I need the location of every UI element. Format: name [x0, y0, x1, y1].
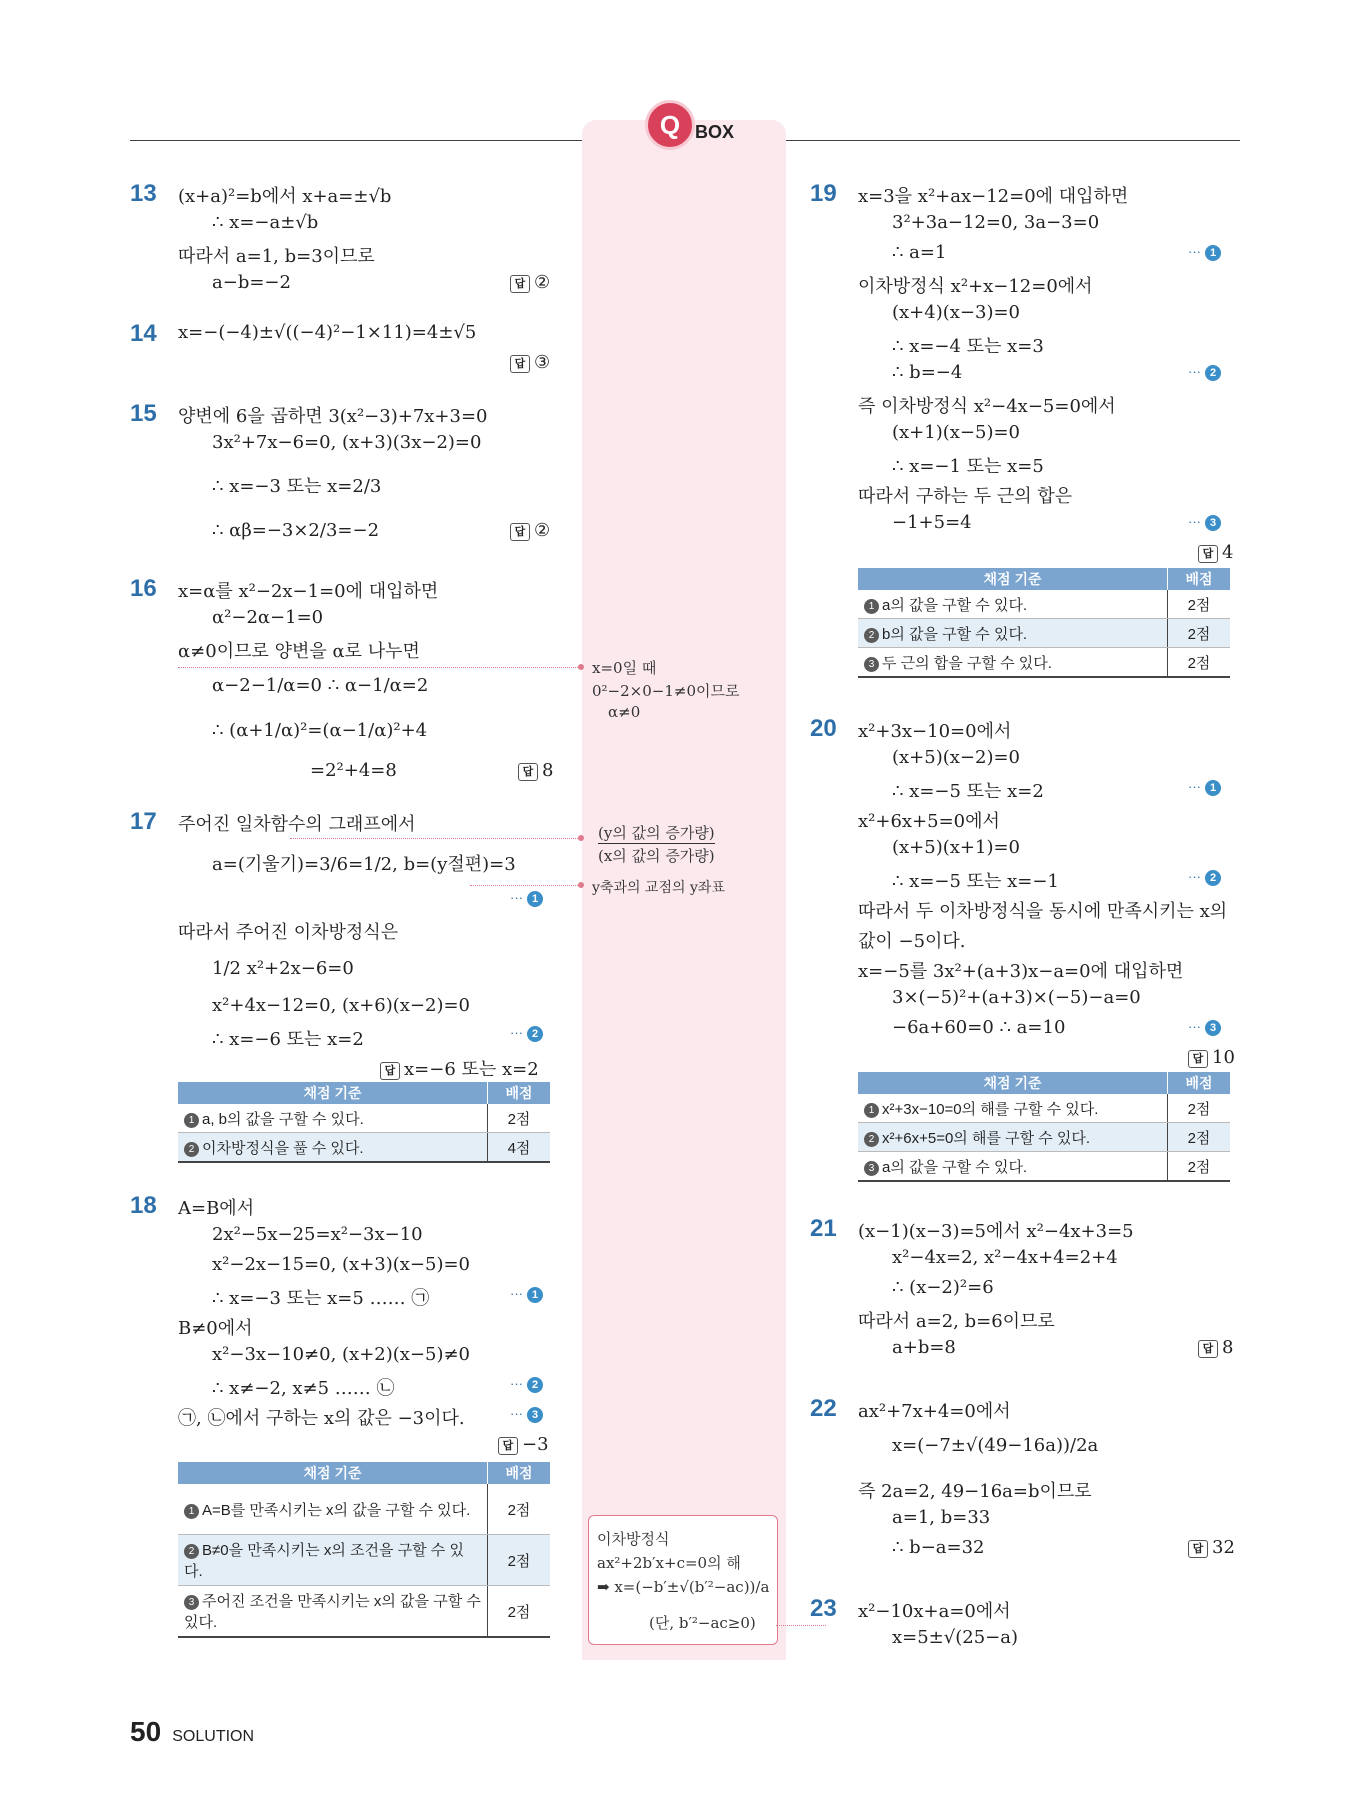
- criteria-table-17: [178, 1082, 550, 1163]
- p15-line: 3x²+7x−6=0, (x+3)(3x−2)=0: [212, 432, 482, 453]
- q-box-logo: Q: [645, 100, 695, 150]
- p18-line: A=B에서: [178, 1198, 255, 1219]
- answer-value: ③: [534, 352, 551, 373]
- criteria-item: 2 B≠0을 만족시키는 x의 조건을 구할 수 있다.: [178, 1535, 488, 1586]
- criteria-score: 2점: [488, 1586, 551, 1638]
- p19-line: 따라서 구하는 두 근의 합은: [858, 486, 1073, 507]
- p19-line: ∴ a=1: [892, 242, 947, 263]
- p14-answer: [510, 352, 550, 373]
- criteria-score: 2점: [1168, 1094, 1231, 1123]
- criteria-score: 4점: [488, 1133, 551, 1163]
- p21-line: 따라서 a=2, b=6이므로: [858, 1311, 1055, 1332]
- p21-line: x²−4x=2, x²−4x+4=2+4: [892, 1247, 1118, 1268]
- p20-line: ∴ x=−5 또는 x=2: [892, 781, 1044, 802]
- p18-line: B≠0에서: [178, 1318, 253, 1339]
- answer-value: 8: [1222, 1337, 1234, 1358]
- p17-line: 따라서 주어진 이차방정식은: [178, 922, 399, 943]
- criteria-item: 1 a, b의 값을 구할 수 있다.: [178, 1104, 488, 1133]
- criteria-item: 2 b의 값을 구할 수 있다.: [858, 619, 1168, 648]
- p20-line: x=−5를 3x²+(a+3)x−a=0에 대입하면: [858, 961, 1184, 982]
- p14-line: x=−(−4)±√((−4)²−1×11)=4±√5: [178, 322, 477, 343]
- p18-line: x²−2x−15=0, (x+3)(x−5)=0: [212, 1254, 471, 1275]
- note-17-intercept: y축과의 교점의 y좌표: [592, 880, 725, 896]
- p15-line: 양변에 6을 곱하면 3(x²−3)+7x+3=0: [178, 406, 488, 427]
- p17-line: x²+4x−12=0, (x+6)(x−2)=0: [212, 995, 471, 1016]
- p19-line: 이차방정식 x²+x−12=0에서: [858, 276, 1093, 297]
- note-16: 0²−2×0−1≠0이므로: [592, 682, 740, 700]
- criteria-score: 2점: [488, 1535, 551, 1586]
- note-17-slope-denominator: (x의 값의 증가량): [598, 847, 715, 865]
- criteria-header: 채점 기준: [178, 1462, 488, 1484]
- answer-icon: 답: [1198, 545, 1218, 563]
- answer-icon: 답: [518, 763, 538, 781]
- p18-line: 2x²−5x−25=x²−3x−10: [212, 1224, 423, 1245]
- p16-line: ∴ (α+1/α)²=(α−1/α)²+4: [212, 720, 428, 741]
- problem-number-13: 13: [130, 180, 157, 207]
- criteria-item: 2 x²+6x+5=0의 해를 구할 수 있다.: [858, 1123, 1168, 1152]
- score-header: 배점: [1168, 1072, 1231, 1094]
- p20-line: −6a+60=0 ∴ a=10: [892, 1017, 1066, 1038]
- p19-line: 3²+3a−12=0, 3a−3=0: [892, 212, 1100, 233]
- p21-line: ∴ (x−2)²=6: [892, 1277, 994, 1298]
- answer-icon: 답: [498, 1437, 518, 1455]
- step-marker: ··· 2: [1188, 869, 1221, 886]
- step-marker: ··· 3: [1188, 514, 1221, 531]
- p17-answer: [380, 1055, 539, 1081]
- note-16: x=0일 때: [592, 659, 657, 677]
- step-marker: ··· 3: [1188, 1019, 1221, 1036]
- step-marker: ··· 2: [510, 1376, 543, 1393]
- problem-number-19: 19: [810, 180, 837, 207]
- p19-line: ∴ x=−1 또는 x=5: [892, 456, 1044, 477]
- step-marker: ··· 1: [510, 890, 543, 907]
- criteria-score: 2점: [488, 1484, 551, 1535]
- p20-line: 3×(−5)²+(a+3)×(−5)−a=0: [892, 987, 1141, 1008]
- note-leader-line: [470, 885, 582, 886]
- answer-value: ②: [534, 520, 551, 541]
- answer-icon: 답: [510, 275, 530, 293]
- p17-line: ∴ x=−6 또는 x=2: [212, 1029, 364, 1050]
- criteria-score: 2점: [488, 1104, 551, 1133]
- p20-line: ∴ x=−5 또는 x=−1: [892, 871, 1059, 892]
- p19-line: −1+5=4: [892, 512, 972, 533]
- q-box-label: BOX: [695, 122, 735, 142]
- criteria-item: 3 a의 값을 구할 수 있다.: [858, 1152, 1168, 1182]
- p13-line: a−b=−2: [212, 272, 291, 293]
- p19-line: ∴ b=−4: [892, 362, 963, 383]
- p18-line: ∴ x=−3 또는 x=5 …… ㉠: [212, 1288, 430, 1309]
- p19-line: ∴ x=−4 또는 x=3: [892, 336, 1044, 357]
- score-header: 배점: [1168, 568, 1231, 590]
- p16-answer: [518, 760, 553, 781]
- score-header: 배점: [488, 1462, 551, 1484]
- box-line: 이차방정식: [597, 1530, 670, 1548]
- criteria-item: 1 A=B를 만족시키는 x의 값을 구할 수 있다.: [178, 1484, 488, 1535]
- note-16: α≠0: [608, 703, 641, 721]
- problem-number-16: 16: [130, 575, 157, 602]
- p18-line: x²−3x−10≠0, (x+2)(x−5)≠0: [212, 1344, 471, 1365]
- problem-number-23: 23: [810, 1595, 837, 1622]
- p13-line: (x+a)²=b에서 x+a=±√b: [178, 186, 392, 207]
- criteria-score: 2점: [1168, 648, 1231, 678]
- p19-line: (x+4)(x−3)=0: [892, 302, 1020, 323]
- p16-line: x=α를 x²−2x−1=0에 대입하면: [178, 581, 439, 602]
- problem-number-22: 22: [810, 1395, 837, 1422]
- box-line: (단, b′²−ac≥0): [649, 1614, 756, 1632]
- p15-line: ∴ x=−3 또는 x=2/3: [212, 476, 382, 497]
- p16-line: α≠0이므로 양변을 α로 나누면: [178, 641, 420, 662]
- answer-value: x=−6 또는 x=2: [404, 1059, 539, 1080]
- box-line: ➡ x=(−b′±√(b′²−ac))/a: [597, 1578, 770, 1596]
- problem-number-14: 14: [130, 320, 157, 347]
- criteria-table-18: [178, 1462, 550, 1638]
- criteria-score: 2점: [1168, 590, 1231, 619]
- step-marker: ··· 1: [1188, 244, 1221, 261]
- box-line: ax²+2b′x+c=0의 해: [597, 1554, 741, 1572]
- score-header: 배점: [488, 1082, 551, 1104]
- note-dot: [578, 835, 584, 841]
- p20-line: 따라서 두 이차방정식을 동시에 만족시키는 x의: [858, 901, 1228, 922]
- p16-line: α−2−1/α=0 ∴ α−1/α=2: [212, 675, 429, 696]
- criteria-table-19: [858, 568, 1230, 678]
- p22-line: x=(−7±√(49−16a))/2a: [892, 1435, 1099, 1456]
- page-footer: [130, 1716, 254, 1748]
- problem-number-21: 21: [810, 1215, 837, 1242]
- answer-icon: 답: [380, 1062, 400, 1080]
- page-number: 50: [130, 1716, 162, 1747]
- p20-line: (x+5)(x−2)=0: [892, 747, 1020, 768]
- step-marker: ··· 2: [510, 1025, 543, 1042]
- quadratic-formula-box: [588, 1515, 778, 1645]
- p22-line: 즉 2a=2, 49−16a=b이므로: [858, 1481, 1092, 1502]
- p16-line: =2²+4=8: [310, 760, 397, 781]
- answer-value: ②: [534, 272, 551, 293]
- answer-value: −3: [522, 1434, 549, 1455]
- p23-line: x=5±√(25−a): [892, 1627, 1018, 1648]
- p20-line: x²+3x−10=0에서: [858, 721, 1012, 742]
- p21-answer: [1198, 1337, 1233, 1358]
- criteria-score: 2점: [1168, 1152, 1231, 1182]
- footer-label: SOLUTION: [172, 1728, 255, 1745]
- criteria-table-20: [858, 1072, 1230, 1182]
- p21-line: a+b=8: [892, 1337, 956, 1358]
- p17-line: 1/2 x²+2x−6=0: [212, 958, 354, 979]
- p16-line: α²−2α−1=0: [212, 607, 324, 628]
- note-leader-line: [178, 667, 582, 668]
- criteria-item: 3 두 근의 합을 구할 수 있다.: [858, 648, 1168, 678]
- p20-line: 값이 −5이다.: [858, 931, 966, 952]
- p22-answer: [1188, 1537, 1235, 1558]
- note-dot: [578, 882, 584, 888]
- note-leader-line: [776, 1625, 826, 1626]
- p20-line: x²+6x+5=0에서: [858, 811, 1000, 832]
- criteria-header: 채점 기준: [178, 1082, 488, 1104]
- answer-icon: 답: [510, 523, 530, 541]
- p13-answer: [510, 272, 550, 293]
- p20-line: (x+5)(x+1)=0: [892, 837, 1020, 858]
- note-leader-line: [290, 838, 582, 839]
- p13-line: ∴ x=−a±√b: [212, 212, 319, 233]
- p18-answer: [498, 1434, 549, 1455]
- problem-number-17: 17: [130, 808, 157, 835]
- p22-line: a=1, b=33: [892, 1507, 991, 1528]
- criteria-header: 채점 기준: [858, 1072, 1168, 1094]
- criteria-item: 2 이차방정식을 풀 수 있다.: [178, 1133, 488, 1163]
- p15-answer: [510, 520, 550, 541]
- problem-number-20: 20: [810, 715, 837, 742]
- answer-value: 4: [1222, 542, 1234, 563]
- p19-line: (x+1)(x−5)=0: [892, 422, 1020, 443]
- p15-line: ∴ αβ=−3×2/3=−2: [212, 520, 380, 541]
- p18-line: ㉠, ㉡에서 구하는 x의 값은 −3이다.: [178, 1408, 465, 1429]
- criteria-header: 채점 기준: [858, 568, 1168, 590]
- answer-value: 32: [1212, 1537, 1235, 1558]
- note-17-slope-numerator: (y의 값의 증가량): [598, 824, 715, 842]
- answer-icon: 답: [1188, 1050, 1208, 1068]
- p23-line: x²−10x+a=0에서: [858, 1601, 1011, 1622]
- criteria-score: 2점: [1168, 619, 1231, 648]
- criteria-item: 1 x²+3x−10=0의 해를 구할 수 있다.: [858, 1094, 1168, 1123]
- problem-number-18: 18: [130, 1192, 157, 1219]
- step-marker: ··· 1: [510, 1286, 543, 1303]
- p22-line: ∴ b−a=32: [892, 1537, 985, 1558]
- answer-icon: 답: [1198, 1340, 1218, 1358]
- p19-line: 즉 이차방정식 x²−4x−5=0에서: [858, 396, 1116, 417]
- p17-line: 주어진 일차함수의 그래프에서: [178, 814, 416, 835]
- step-marker: ··· 2: [1188, 364, 1221, 381]
- step-marker: ··· 1: [1188, 779, 1221, 796]
- p13-line: 따라서 a=1, b=3이므로: [178, 246, 375, 267]
- step-marker: ··· 3: [510, 1406, 543, 1423]
- criteria-item: 3 주어진 조건을 만족시키는 x의 값을 구할 수 있다.: [178, 1586, 488, 1638]
- p19-answer: [1198, 542, 1233, 563]
- answer-value: 10: [1212, 1047, 1235, 1068]
- criteria-score: 2점: [1168, 1123, 1231, 1152]
- answer-value: 8: [542, 760, 554, 781]
- criteria-item: 1 a의 값을 구할 수 있다.: [858, 590, 1168, 619]
- p19-line: x=3을 x²+ax−12=0에 대입하면: [858, 186, 1129, 207]
- answer-icon: 답: [1188, 1540, 1208, 1558]
- p17-line: a=(기울기)=3/6=1/2, b=(y절편)=3: [212, 854, 516, 875]
- note-dot: [578, 664, 584, 670]
- problem-number-15: 15: [130, 400, 157, 427]
- p20-answer: [1188, 1047, 1235, 1068]
- p22-line: ax²+7x+4=0에서: [858, 1401, 1011, 1422]
- p21-line: (x−1)(x−3)=5에서 x²−4x+3=5: [858, 1221, 1134, 1242]
- answer-icon: 답: [510, 355, 530, 373]
- p18-line: ∴ x≠−2, x≠5 …… ㉡: [212, 1378, 395, 1399]
